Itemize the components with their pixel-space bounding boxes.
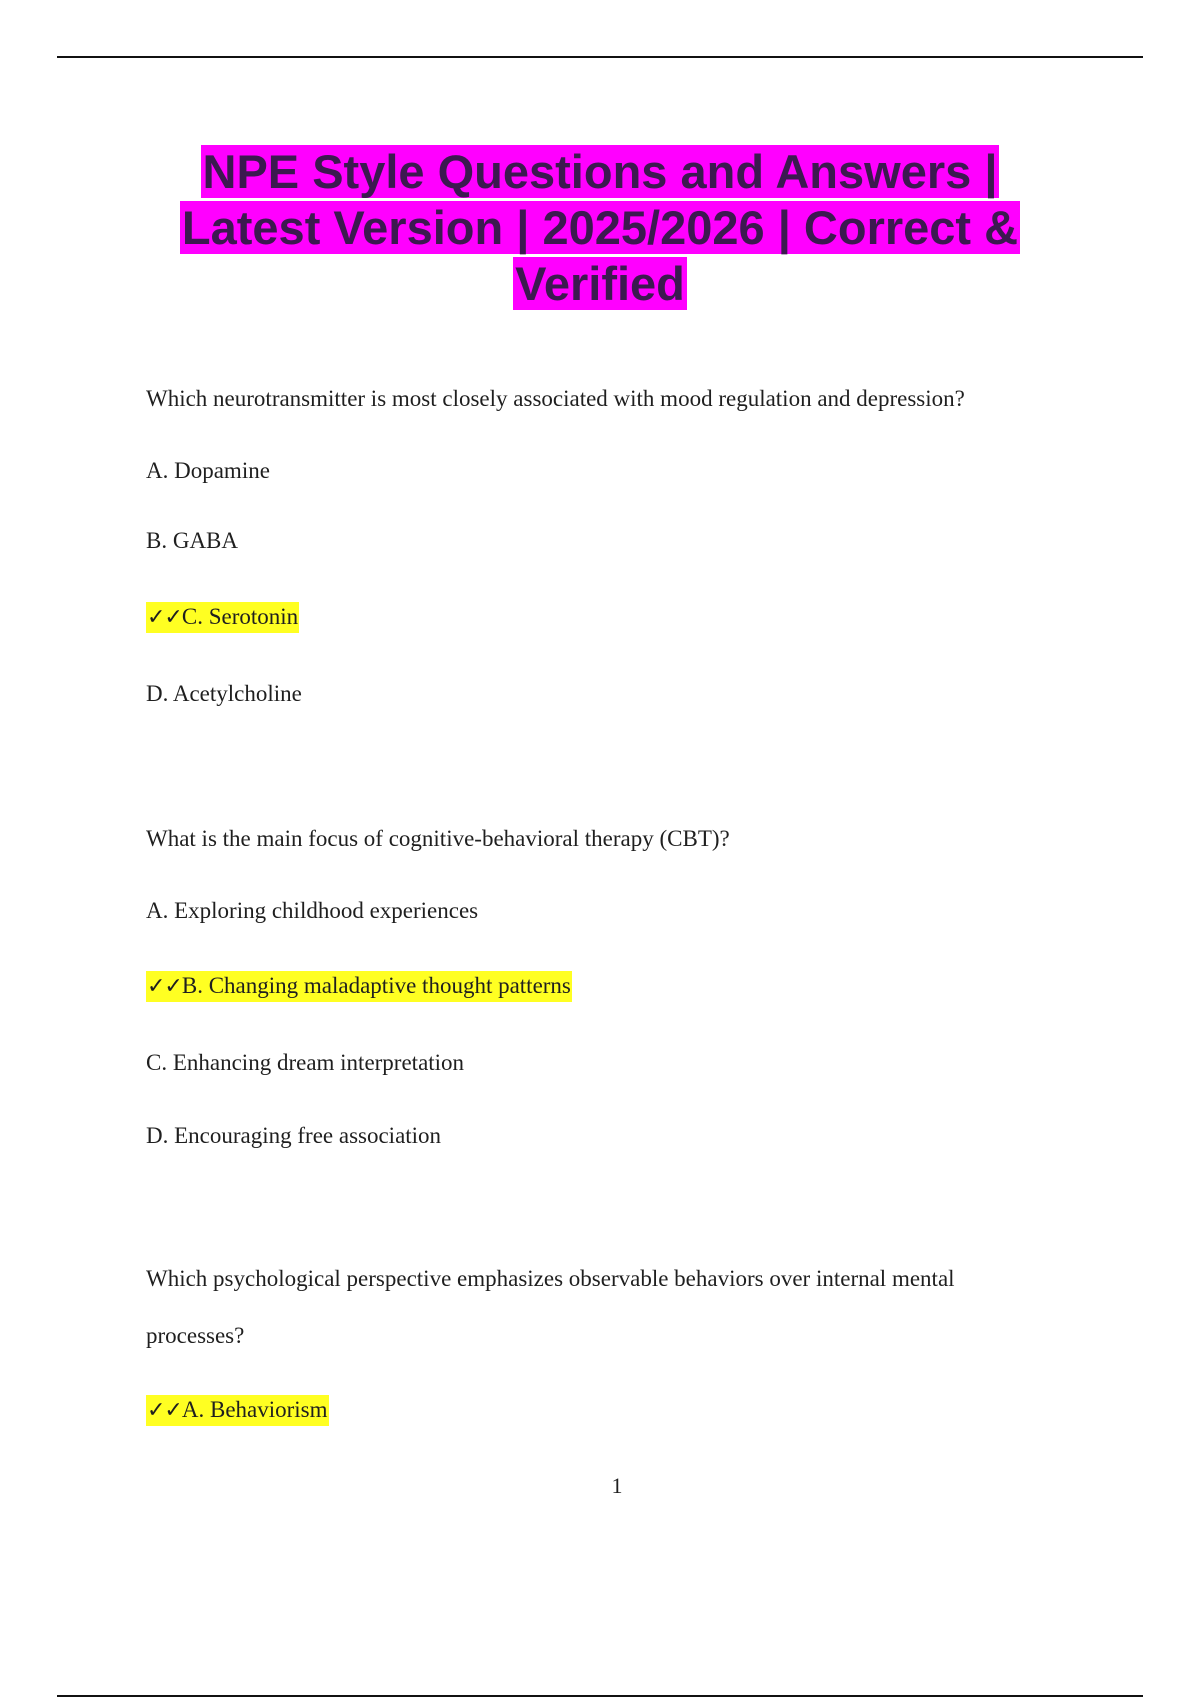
question-2-option-c: C. Enhancing dream interpretation bbox=[146, 1050, 465, 1075]
question-1-option-a: A. Dopamine bbox=[146, 458, 270, 483]
answer-label: B. Changing maladaptive thought patterns bbox=[181, 973, 571, 998]
question-3-text-line-2: processes? bbox=[146, 1323, 245, 1348]
checkmark-icon: ✓✓ bbox=[147, 1398, 182, 1423]
question-1-option-b: B. GABA bbox=[146, 528, 239, 553]
answer-highlight bbox=[146, 602, 299, 633]
answer-label: A. Behaviorism bbox=[181, 1397, 328, 1422]
answer-label: C. Serotonin bbox=[181, 604, 299, 629]
page-number: 1 bbox=[611, 1473, 623, 1498]
question-2-option-b-correct bbox=[146, 972, 572, 1001]
question-3-option-a-correct bbox=[146, 1396, 329, 1425]
question-2-option-d: D. Encouraging free association bbox=[146, 1123, 442, 1148]
answer-highlight bbox=[146, 1395, 329, 1426]
checkmark-icon: ✓✓ bbox=[147, 974, 182, 999]
question-1-option-c-correct bbox=[146, 603, 299, 632]
question-2-text: What is the main focus of cognitive-behavioral therapy (CBT)? bbox=[146, 826, 730, 851]
document-title: NPE Style Questions and Answers | Latest Version | 2025/2026 | Correct & Verified bbox=[181, 145, 1019, 310]
answer-highlight bbox=[146, 971, 572, 1002]
footer-rule bbox=[57, 1695, 1143, 1697]
question-1-text: Which neurotransmitter is most closely associated with mood regulation and depression? bbox=[146, 386, 965, 411]
document-title-block bbox=[150, 144, 1050, 312]
question-3-text-line-1: Which psychological perspective emphasizes observable behaviors over internal mental bbox=[146, 1266, 955, 1291]
checkmark-icon: ✓✓ bbox=[147, 605, 182, 630]
header-rule bbox=[57, 56, 1143, 58]
question-1-option-d: D. Acetylcholine bbox=[146, 681, 302, 706]
question-2-option-a: A. Exploring childhood experiences bbox=[146, 898, 479, 923]
